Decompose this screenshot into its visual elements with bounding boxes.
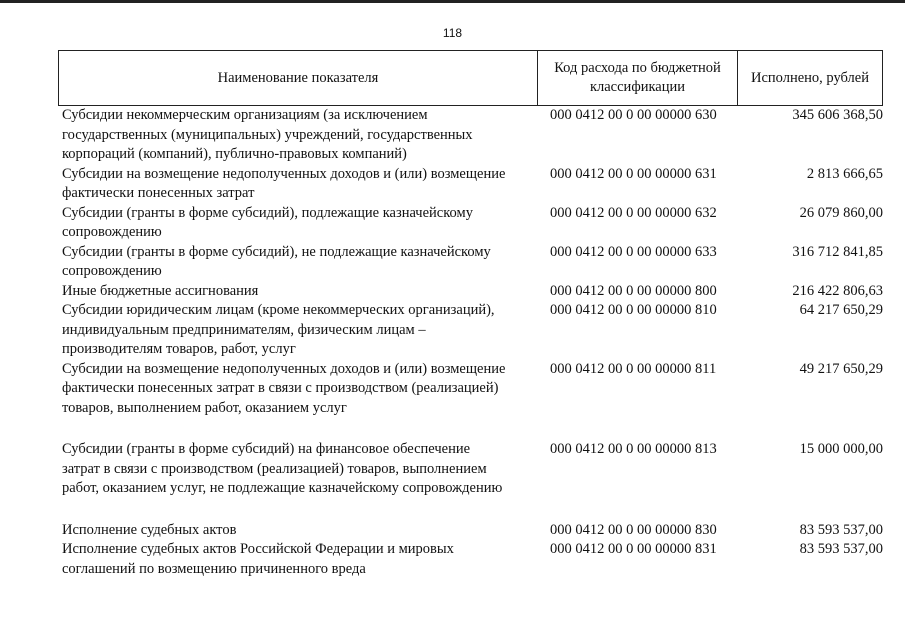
row-name [62,243,538,282]
row-name [62,440,538,499]
table-row [62,301,883,360]
row-name-line: соглашений по возмещению причиненного вреда [62,560,366,577]
row-code: 000 0412 00 0 00 00000 831 [550,541,717,557]
row-name-line: Субсидии (гранты в форме субсидий), подлежащие казначейскому [62,204,473,221]
row-amount: 345 606 368,50 [792,107,883,123]
row-name [62,360,538,419]
row-code: 000 0412 00 0 00 00000 633 [550,243,717,260]
row-name-line: производителям товаров, работ, услуг [62,341,296,357]
row-code: 000 0412 00 0 00 00000 811 [550,360,717,377]
row-name-line: индивидуальным предпринимателям, физическим лицам – [62,321,426,338]
row-name-line: государственных (муниципальных) учреждений, государственных [62,126,473,143]
row-spacer [62,499,883,521]
row-name-line: товаров, выполнением работ, оказанием услуг [62,399,347,416]
row-name-line: Иные бюджетные ассигнования [62,282,259,299]
table-row [62,165,883,204]
row-code: 000 0412 00 0 00 00000 810 [550,302,717,318]
column-header-code: Код расхода по бюджетной классификации [538,51,738,105]
row-name-line: Субсидии (гранты в форме субсидий) на финансовое обеспечение [62,441,471,457]
row-amount: 49 217 650,29 [799,360,883,377]
row-code: 000 0412 00 0 00 00000 632 [550,204,717,221]
row-name-line: Исполнение судебных актов [62,521,237,538]
row-spacer [62,418,883,440]
row-name [62,204,538,243]
row-name-line: работ, оказанием услуг, не подлежащие казначейскому сопровождению [62,480,503,496]
row-amount: 26 079 860,00 [799,204,883,221]
row-amount: 83 593 537,00 [799,521,883,538]
table-row [62,440,883,499]
row-name-line: Субсидии (гранты в форме субсидий), не подлежащие казначейскому [62,243,491,260]
row-name-line: Субсидии юридическим лицам (кроме некоммерческих организаций), [62,302,495,318]
row-code: 000 0412 00 0 00 00000 630 [550,107,717,123]
row-name-line: сопровождению [62,224,162,240]
row-code: 000 0412 00 0 00 00000 830 [550,521,717,538]
row-name-line: Субсидии на возмещение недополученных доходов и (или) возмещение [62,360,506,377]
row-amount: 64 217 650,29 [799,302,883,318]
row-name-line: фактически понесенных затрат в связи с производством (реализацией) [62,380,499,396]
row-name-line: корпораций (компаний), публично-правовых компаний) [62,146,407,162]
table-row [62,243,883,282]
row-amount: 216 422 806,63 [792,282,883,299]
row-name-line: Субсидии некоммерческим организациям (за исключением [62,107,428,123]
row-name [62,301,538,360]
row-amount: 15 000 000,00 [799,441,883,457]
row-name-line: затрат в связи с производством (реализацией) товаров, выполнением [62,460,487,477]
table-row [62,360,883,419]
row-name [62,282,538,302]
table-header [58,50,883,106]
row-amount: 2 813 666,65 [806,165,883,182]
row-name-line: сопровождению [62,263,162,279]
row-code: 000 0412 00 0 00 00000 631 [550,165,717,182]
column-header-name: Наименование показателя [59,51,538,105]
row-name [62,540,538,579]
top-border-line [0,0,905,3]
table-body [62,106,883,579]
table-row [62,204,883,243]
row-name-line: Субсидии на возмещение недополученных доходов и (или) возмещение [62,165,506,182]
page-number: 118 [442,26,463,40]
row-amount: 83 593 537,00 [799,541,883,557]
table-row [62,282,883,302]
row-name-line: Исполнение судебных актов Российской Федерации и мировых [62,541,454,557]
row-code: 000 0412 00 0 00 00000 813 [550,441,717,457]
row-name [62,521,538,541]
row-name [62,165,538,204]
row-amount: 316 712 841,85 [792,243,883,260]
table-row [62,540,883,579]
row-code: 000 0412 00 0 00 00000 800 [550,282,717,299]
row-name [62,106,538,165]
column-header-amount: Исполнено, рублей [751,69,869,86]
table-row [62,106,883,165]
row-name-line: фактически понесенных затрат [62,185,255,201]
table-row [62,521,883,541]
